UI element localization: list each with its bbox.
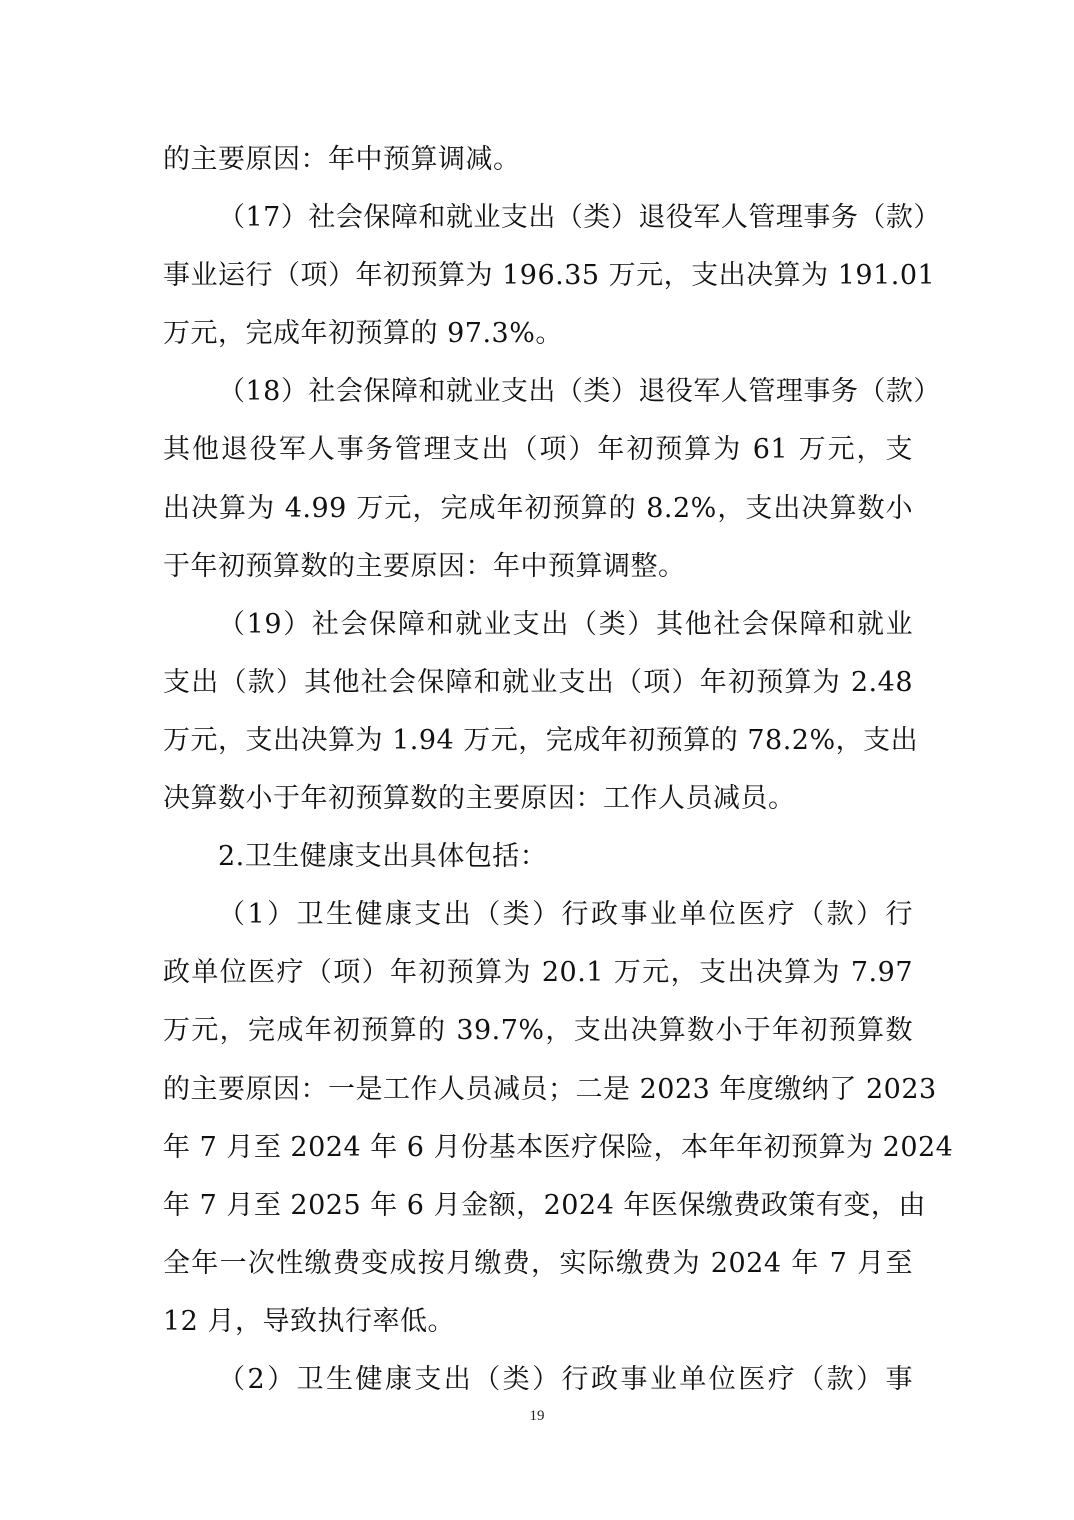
text-line: 的主要原因：年中预算调减。 xyxy=(163,144,521,175)
text-line: 支出（款）其他社会保障和就业支出（项）年初预算为 2.48 xyxy=(163,666,913,698)
text-line: （18）社会保障和就业支出（类）退役军人管理事务（款） xyxy=(218,376,941,408)
text-line: 年 7 月至 2025 年 6 月金额，2024 年医保缴费政策有变，由 xyxy=(163,1189,926,1221)
text-line: 政单位医疗（项）年初预算为 20.1 万元，支出决算为 7.97 xyxy=(163,957,913,989)
text-line: 万元，完成年初预算的 39.7%，支出决算数小于年初预算数 xyxy=(163,1015,913,1047)
text-line: 决算数小于年初预算数的主要原因：工作人员减员。 xyxy=(163,783,796,815)
body-text xyxy=(163,131,954,1409)
text-line: 出决算为 4.99 万元，完成年初预算的 8.2%，支出决算数小 xyxy=(163,492,913,524)
text-line: 于年初预算数的主要原因：年中预算调整。 xyxy=(163,550,686,582)
text-line: 的主要原因：一是工作人员减员；二是 2023 年度缴纳了 2023 xyxy=(163,1073,937,1105)
text-line: 全年一次性缴费变成按月缴费，实际缴费为 2024 年 7 月至 xyxy=(163,1247,913,1279)
text-line: 12 月，导致执行率低。 xyxy=(163,1305,455,1337)
text-line: 其他退役军人事务管理支出（项）年初预算为 61 万元，支 xyxy=(163,434,913,466)
text-line: （17）社会保障和就业支出（类）退役军人管理事务（款） xyxy=(218,202,941,234)
text-line: 万元，支出决算为 1.94 万元，完成年初预算的 78.2%，支出 xyxy=(163,724,919,756)
page-number: 19 xyxy=(529,1408,545,1424)
text-line: 2.卫生健康支出具体包括： xyxy=(218,841,548,873)
text-line: （19）社会保障和就业支出（类）其他社会保障和就业 xyxy=(218,608,913,640)
text-line: 万元，完成年初预算的 97.3%。 xyxy=(163,318,563,350)
text-line: （2）卫生健康支出（类）行政事业单位医疗（款）事 xyxy=(218,1363,913,1395)
text-line: 年 7 月至 2024 年 6 月份基本医疗保险，本年年初预算为 2024 xyxy=(163,1131,954,1163)
text-line: 事业运行（项）年初预算为 196.35 万元，支出决算为 191.01 xyxy=(163,260,936,292)
text-line: （1）卫生健康支出（类）行政事业单位医疗（款）行 xyxy=(218,899,913,931)
